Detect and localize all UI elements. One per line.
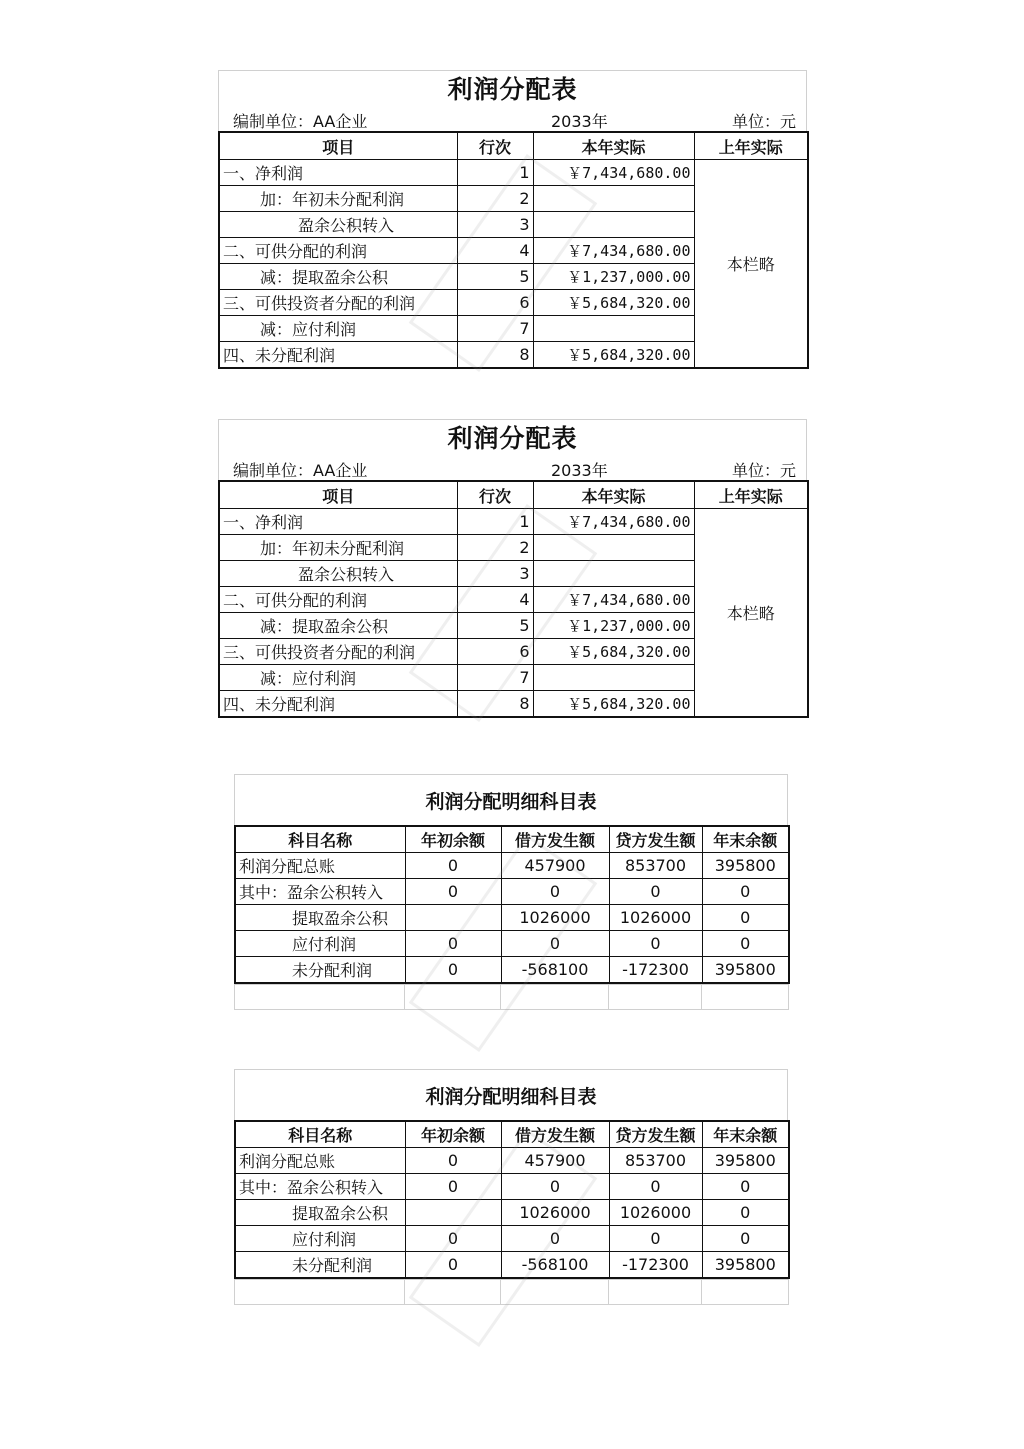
header-item: 项目 — [219, 481, 457, 509]
debit-amount: 1026000 — [501, 905, 609, 931]
table-row — [235, 905, 789, 931]
header-line: 行次 — [457, 132, 533, 160]
table-row — [235, 1148, 789, 1174]
opening-balance: 0 — [405, 853, 501, 879]
row-item: 加：年初未分配利润 — [219, 535, 457, 561]
row-line: 4 — [457, 587, 533, 613]
row-amount: ￥7,434,680.00 — [533, 509, 694, 535]
header-row — [235, 1121, 789, 1148]
credit-amount: 853700 — [609, 853, 702, 879]
credit-amount: 853700 — [609, 1148, 702, 1174]
account-name: 提取盈余公积 — [235, 1200, 405, 1226]
credit-amount: 0 — [609, 931, 702, 957]
debit-amount: -568100 — [501, 1252, 609, 1279]
row-line: 2 — [457, 186, 533, 212]
blank-cell — [609, 1280, 702, 1305]
profit-detail-table — [234, 825, 790, 984]
blank-cell — [501, 1280, 609, 1305]
account-name: 应付利润 — [235, 1226, 405, 1252]
row-line: 3 — [457, 212, 533, 238]
closing-balance: 0 — [702, 905, 789, 931]
header-opening-balance: 年初余额 — [405, 826, 501, 853]
closing-balance: 0 — [702, 879, 789, 905]
blank-cell — [702, 1280, 789, 1305]
row-amount: ￥5,684,320.00 — [533, 290, 694, 316]
profit-distribution-table — [218, 131, 809, 369]
closing-balance: 0 — [702, 1226, 789, 1252]
row-amount: ￥1,237,000.00 — [533, 613, 694, 639]
debit-amount: -568100 — [501, 957, 609, 984]
sheet-meta — [218, 105, 807, 131]
header-row — [219, 481, 808, 509]
table-row — [235, 957, 789, 984]
opening-balance: 0 — [405, 1174, 501, 1200]
table-row — [235, 931, 789, 957]
blank-row — [235, 1280, 789, 1305]
row-line: 7 — [457, 316, 533, 342]
row-amount: ￥1,237,000.00 — [533, 264, 694, 290]
account-name: 利润分配总账 — [235, 1148, 405, 1174]
row-line: 2 — [457, 535, 533, 561]
row-line: 1 — [457, 160, 533, 186]
closing-balance: 0 — [702, 1200, 789, 1226]
row-amount — [533, 212, 694, 238]
row-line: 8 — [457, 342, 533, 369]
header-debit: 借方发生额 — [501, 826, 609, 853]
table-row — [235, 1252, 789, 1279]
account-name: 其中：盈余公积转入 — [235, 1174, 405, 1200]
debit-amount: 0 — [501, 1226, 609, 1252]
header-credit: 贷方发生额 — [609, 1121, 702, 1148]
reporting-unit: 编制单位：AA企业 — [233, 112, 368, 131]
sheet-title: 利润分配明细科目表 — [234, 774, 788, 825]
header-closing-balance: 年末余额 — [702, 826, 789, 853]
table-row — [235, 879, 789, 905]
blank-cell — [405, 1280, 501, 1305]
closing-balance: 395800 — [702, 853, 789, 879]
profit-detail-table — [234, 1120, 790, 1279]
sheet-title: 利润分配明细科目表 — [234, 1069, 788, 1120]
row-item: 减：应付利润 — [219, 316, 457, 342]
table-row — [235, 853, 789, 879]
row-line: 6 — [457, 290, 533, 316]
blank-cell — [235, 1280, 405, 1305]
header-credit: 贷方发生额 — [609, 826, 702, 853]
blank-cell — [501, 985, 609, 1010]
row-item: 减：提取盈余公积 — [219, 613, 457, 639]
blank-cell — [235, 985, 405, 1010]
account-name: 其中：盈余公积转入 — [235, 879, 405, 905]
row-item: 三、可供投资者分配的利润 — [219, 639, 457, 665]
table-row — [219, 509, 808, 535]
credit-amount: 1026000 — [609, 905, 702, 931]
opening-balance: 0 — [405, 1148, 501, 1174]
row-amount: ￥7,434,680.00 — [533, 238, 694, 264]
account-name: 提取盈余公积 — [235, 905, 405, 931]
row-item: 二、可供分配的利润 — [219, 587, 457, 613]
row-line: 1 — [457, 509, 533, 535]
profit-detail-sheet-1 — [234, 774, 788, 1010]
header-account-name: 科目名称 — [235, 826, 405, 853]
row-item: 一、净利润 — [219, 160, 457, 186]
row-item: 四、未分配利润 — [219, 691, 457, 718]
report-year: 2033年 — [551, 461, 608, 480]
blank-grid-row — [234, 1279, 789, 1305]
debit-amount: 0 — [501, 879, 609, 905]
closing-balance: 395800 — [702, 957, 789, 984]
header-row — [235, 826, 789, 853]
report-year: 2033年 — [551, 112, 608, 131]
row-line: 5 — [457, 264, 533, 290]
row-amount — [533, 316, 694, 342]
debit-amount: 457900 — [501, 853, 609, 879]
row-line: 3 — [457, 561, 533, 587]
row-line: 6 — [457, 639, 533, 665]
row-amount: ￥7,434,680.00 — [533, 160, 694, 186]
row-item: 减：提取盈余公积 — [219, 264, 457, 290]
debit-amount: 1026000 — [501, 1200, 609, 1226]
row-line: 4 — [457, 238, 533, 264]
debit-amount: 0 — [501, 1174, 609, 1200]
row-line: 8 — [457, 691, 533, 718]
header-current-year: 本年实际 — [533, 132, 694, 160]
header-current-year: 本年实际 — [533, 481, 694, 509]
row-line: 7 — [457, 665, 533, 691]
row-line: 5 — [457, 613, 533, 639]
profit-distribution-sheet-1 — [218, 70, 807, 369]
row-amount — [533, 665, 694, 691]
closing-balance: 0 — [702, 1174, 789, 1200]
credit-amount: 0 — [609, 1226, 702, 1252]
blank-grid-row — [234, 984, 789, 1010]
sheet-title: 利润分配表 — [218, 419, 807, 454]
prior-year-note: 本栏略 — [694, 160, 808, 369]
row-item: 盈余公积转入 — [219, 212, 457, 238]
profit-distribution-sheet-2 — [218, 419, 807, 718]
row-amount: ￥5,684,320.00 — [533, 691, 694, 718]
sheet-title: 利润分配表 — [218, 70, 807, 105]
account-name: 未分配利润 — [235, 957, 405, 984]
row-item: 盈余公积转入 — [219, 561, 457, 587]
header-debit: 借方发生额 — [501, 1121, 609, 1148]
debit-amount: 457900 — [501, 1148, 609, 1174]
row-amount — [533, 561, 694, 587]
row-amount: ￥5,684,320.00 — [533, 639, 694, 665]
credit-amount: -172300 — [609, 1252, 702, 1279]
opening-balance: 0 — [405, 879, 501, 905]
opening-balance — [405, 905, 501, 931]
header-opening-balance: 年初余额 — [405, 1121, 501, 1148]
blank-cell — [405, 985, 501, 1010]
credit-amount: 1026000 — [609, 1200, 702, 1226]
sheet-meta — [218, 454, 807, 480]
row-item: 一、净利润 — [219, 509, 457, 535]
credit-amount: 0 — [609, 1174, 702, 1200]
row-item: 二、可供分配的利润 — [219, 238, 457, 264]
table-row — [235, 1174, 789, 1200]
reporting-unit: 编制单位：AA企业 — [233, 461, 368, 480]
opening-balance: 0 — [405, 931, 501, 957]
header-line: 行次 — [457, 481, 533, 509]
header-item: 项目 — [219, 132, 457, 160]
header-account-name: 科目名称 — [235, 1121, 405, 1148]
opening-balance — [405, 1200, 501, 1226]
profit-detail-sheet-2 — [234, 1069, 788, 1305]
blank-cell — [609, 985, 702, 1010]
currency-unit: 单位：元 — [731, 461, 796, 480]
row-amount: ￥7,434,680.00 — [533, 587, 694, 613]
table-row — [219, 160, 808, 186]
opening-balance: 0 — [405, 1226, 501, 1252]
credit-amount: 0 — [609, 879, 702, 905]
prior-year-note: 本栏略 — [694, 509, 808, 718]
currency-unit: 单位：元 — [731, 112, 796, 131]
table-row — [235, 1226, 789, 1252]
header-prior-year: 上年实际 — [694, 481, 808, 509]
row-item: 三、可供投资者分配的利润 — [219, 290, 457, 316]
account-name: 未分配利润 — [235, 1252, 405, 1279]
profit-distribution-table — [218, 480, 809, 718]
closing-balance: 395800 — [702, 1148, 789, 1174]
blank-cell — [702, 985, 789, 1010]
header-prior-year: 上年实际 — [694, 132, 808, 160]
header-row — [219, 132, 808, 160]
credit-amount: -172300 — [609, 957, 702, 984]
row-amount — [533, 535, 694, 561]
opening-balance: 0 — [405, 957, 501, 984]
account-name: 应付利润 — [235, 931, 405, 957]
closing-balance: 0 — [702, 931, 789, 957]
blank-row — [235, 985, 789, 1010]
row-item: 加：年初未分配利润 — [219, 186, 457, 212]
header-closing-balance: 年末余额 — [702, 1121, 789, 1148]
table-row — [235, 1200, 789, 1226]
closing-balance: 395800 — [702, 1252, 789, 1279]
row-item: 四、未分配利润 — [219, 342, 457, 369]
row-amount — [533, 186, 694, 212]
opening-balance: 0 — [405, 1252, 501, 1279]
account-name: 利润分配总账 — [235, 853, 405, 879]
debit-amount: 0 — [501, 931, 609, 957]
row-amount: ￥5,684,320.00 — [533, 342, 694, 369]
row-item: 减：应付利润 — [219, 665, 457, 691]
